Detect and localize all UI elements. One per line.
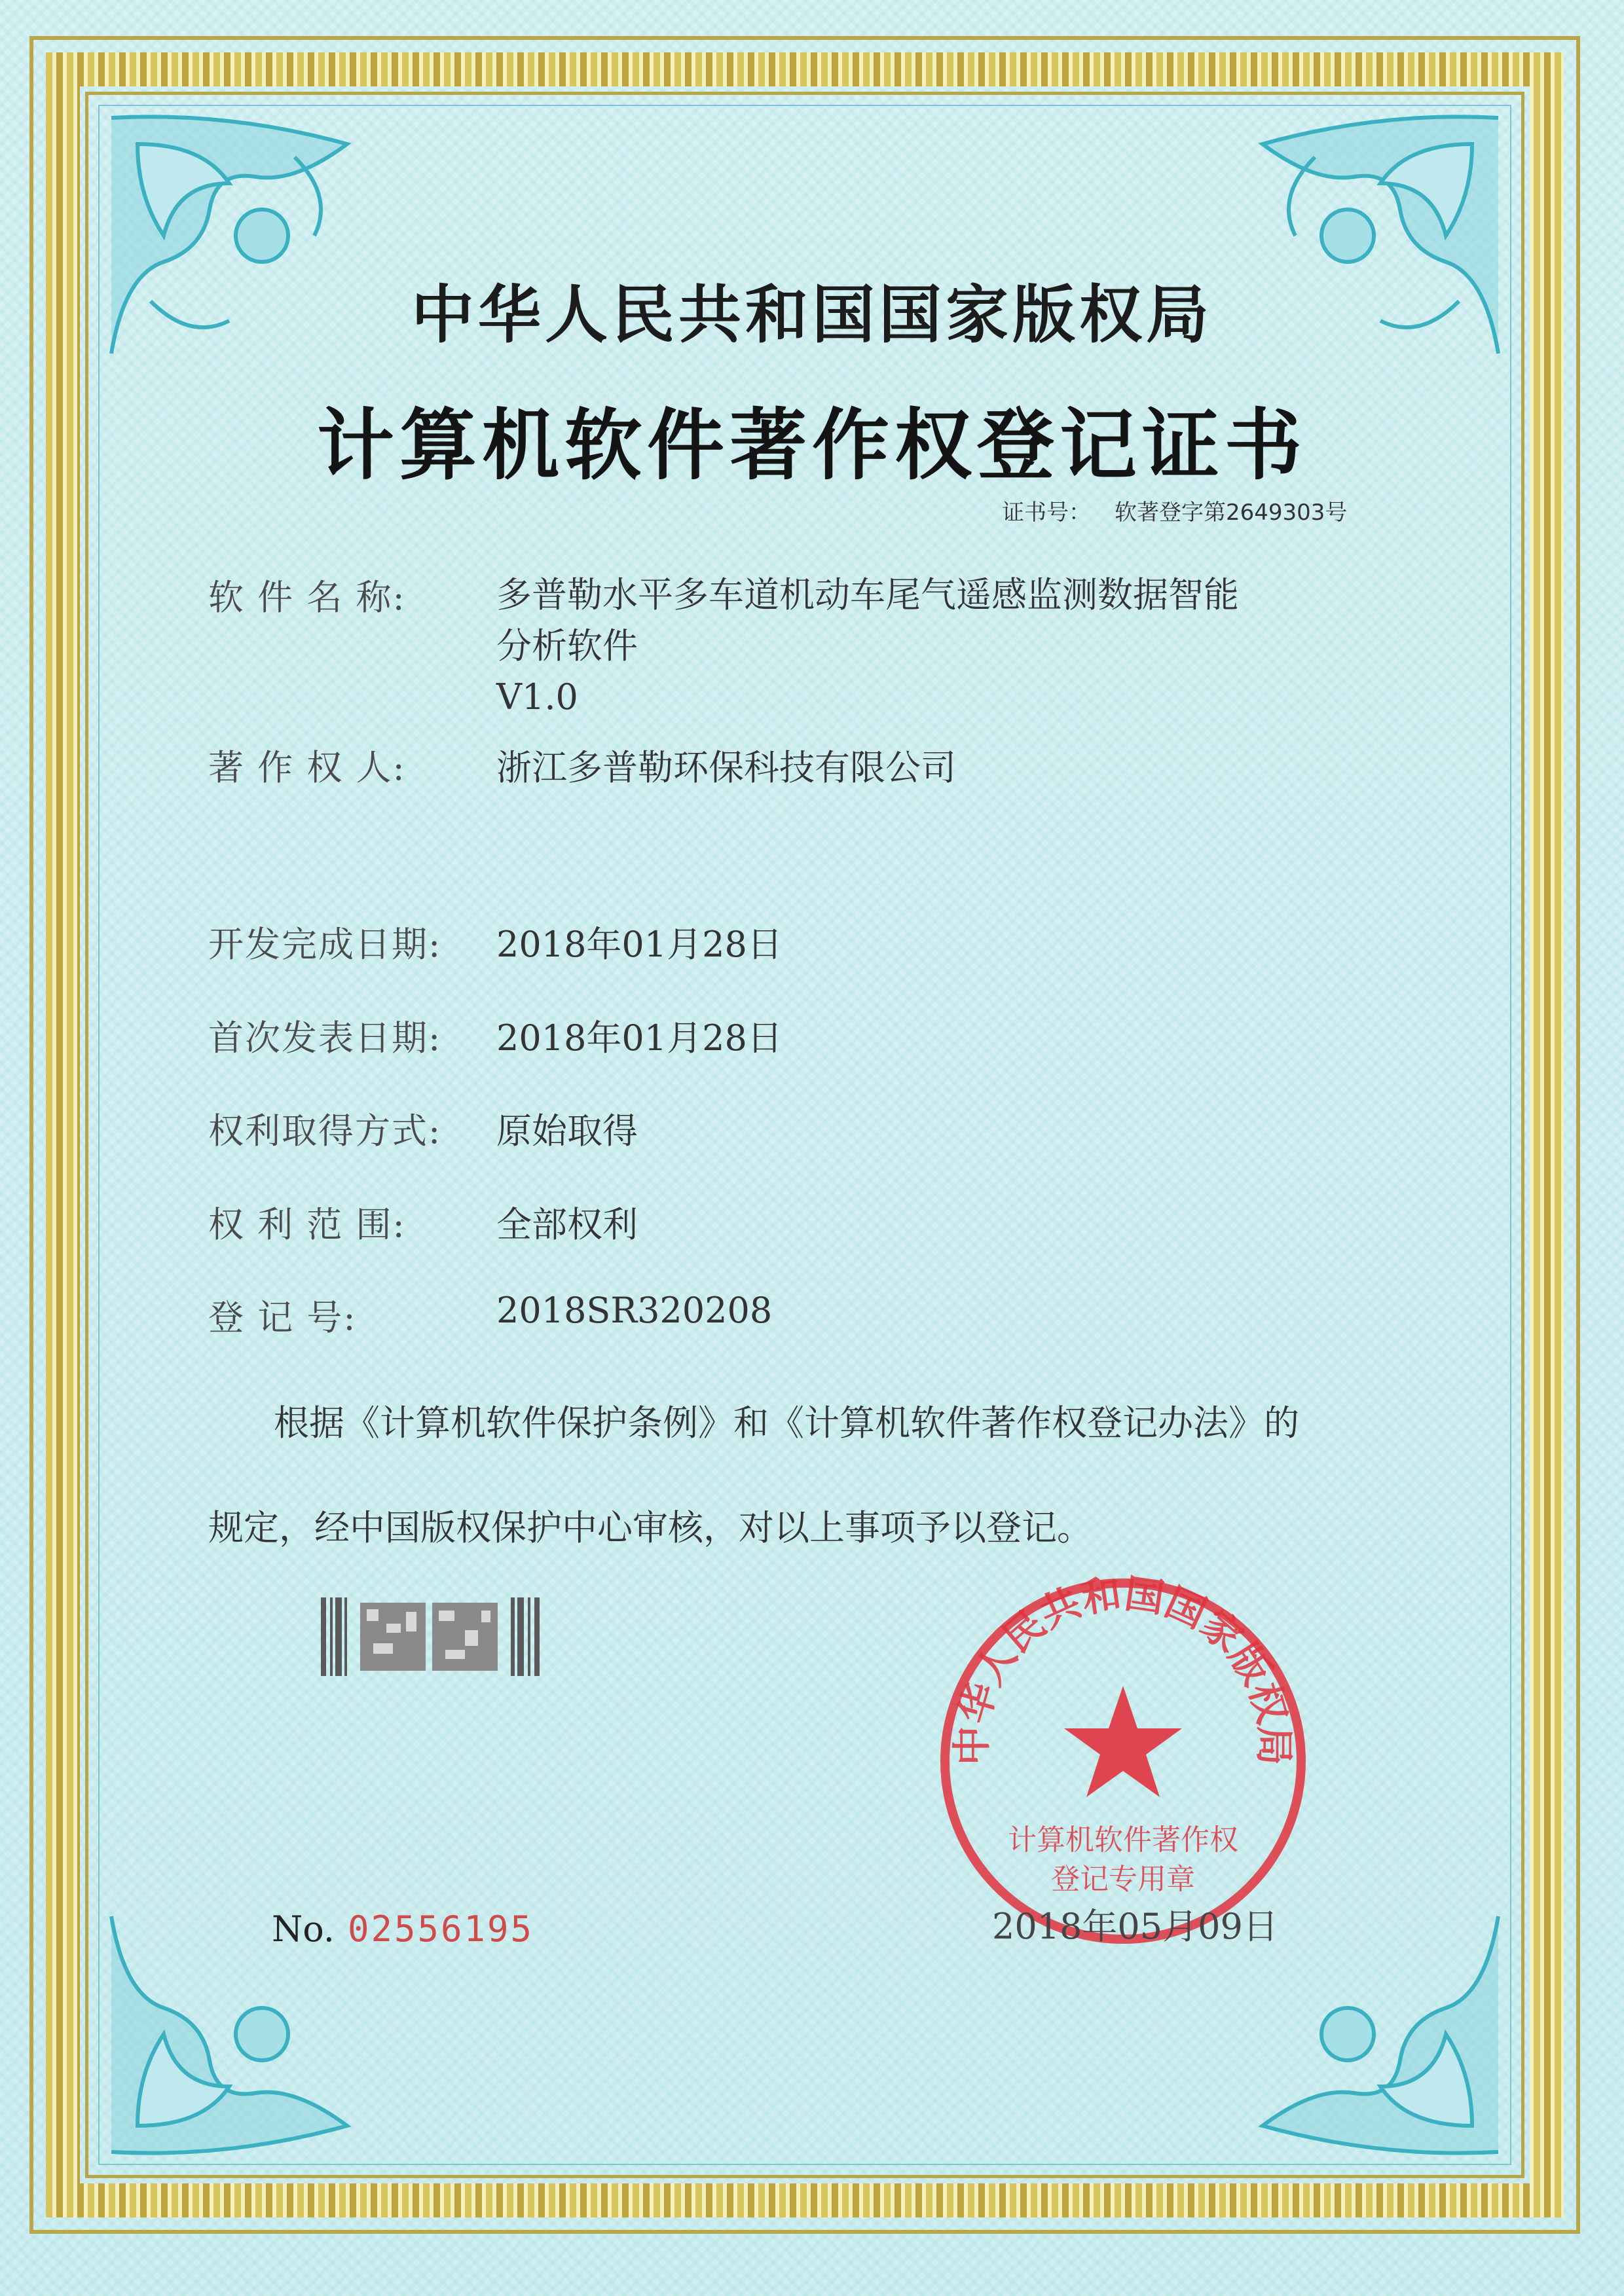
pub-date-value: 2018年01月28日 xyxy=(496,1017,783,1059)
field-reg-no xyxy=(208,1290,772,1340)
reg-no-value: 2018SR320208 xyxy=(496,1290,773,1331)
dev-date-value: 2018年01月28日 xyxy=(496,924,783,965)
official-seal-stamp xyxy=(933,1571,1313,1951)
field-label: 登 记 号: xyxy=(208,1297,357,1338)
svg-text:计算机软件著作权: 计算机软件著作权 xyxy=(1008,1823,1238,1857)
software-name-line2: 分析软件 xyxy=(496,625,638,666)
field-label: 权利取得方式: xyxy=(208,1110,442,1152)
field-label: 软 件 名 称: xyxy=(208,577,406,618)
software-version: V1.0 xyxy=(496,676,578,718)
certificate-number-value: 软著登字第2649303号 xyxy=(1115,500,1348,526)
barcode-image xyxy=(321,1597,544,1676)
scope-value: 全部权利 xyxy=(496,1204,638,1245)
svg-text:登记专用章: 登记专用章 xyxy=(1051,1863,1195,1896)
field-label: 开发完成日期: xyxy=(208,924,442,965)
svg-text:中华人民共和国国家版权局: 中华人民共和国国家版权局 xyxy=(949,1571,1297,1766)
field-dev-date xyxy=(208,917,783,967)
field-pub-date xyxy=(208,1010,783,1061)
serial-value: 02556195 xyxy=(347,1908,534,1950)
field-acquire xyxy=(208,1103,638,1154)
owner-value: 浙江多普勒环保科技有限公司 xyxy=(496,747,956,788)
certificate-title: 计算机软件著作权登记证书 xyxy=(316,399,1307,490)
statement-line2: 规定，经中国版权保护中心审核，对以上事项予以登记。 xyxy=(208,1507,1092,1548)
field-label: 首次发表日期: xyxy=(208,1017,442,1059)
issue-date: 2018年05月09日 xyxy=(992,1906,1278,1947)
software-name-line1: 多普勒水平多车道机动车尾气遥感监测数据智能 xyxy=(496,574,1239,615)
field-scope xyxy=(208,1197,638,1247)
software-name-value xyxy=(496,570,1623,723)
field-owner xyxy=(208,740,956,790)
statement-line1: 根据《计算机软件保护条例》和《计算机软件著作权登记办法》的 xyxy=(274,1402,1299,1444)
issuer-title: 中华人民共和国国家版权局 xyxy=(411,278,1213,352)
serial-number xyxy=(272,1908,534,1950)
field-label: 权 利 范 围: xyxy=(208,1204,406,1245)
acquire-value: 原始取得 xyxy=(496,1110,638,1152)
field-software-name xyxy=(208,570,1623,723)
certificate-number xyxy=(1002,494,1371,526)
serial-label: No. xyxy=(272,1908,335,1950)
certificate-number-label: 证书号： xyxy=(1002,500,1091,526)
field-label: 著 作 权 人: xyxy=(208,747,406,788)
